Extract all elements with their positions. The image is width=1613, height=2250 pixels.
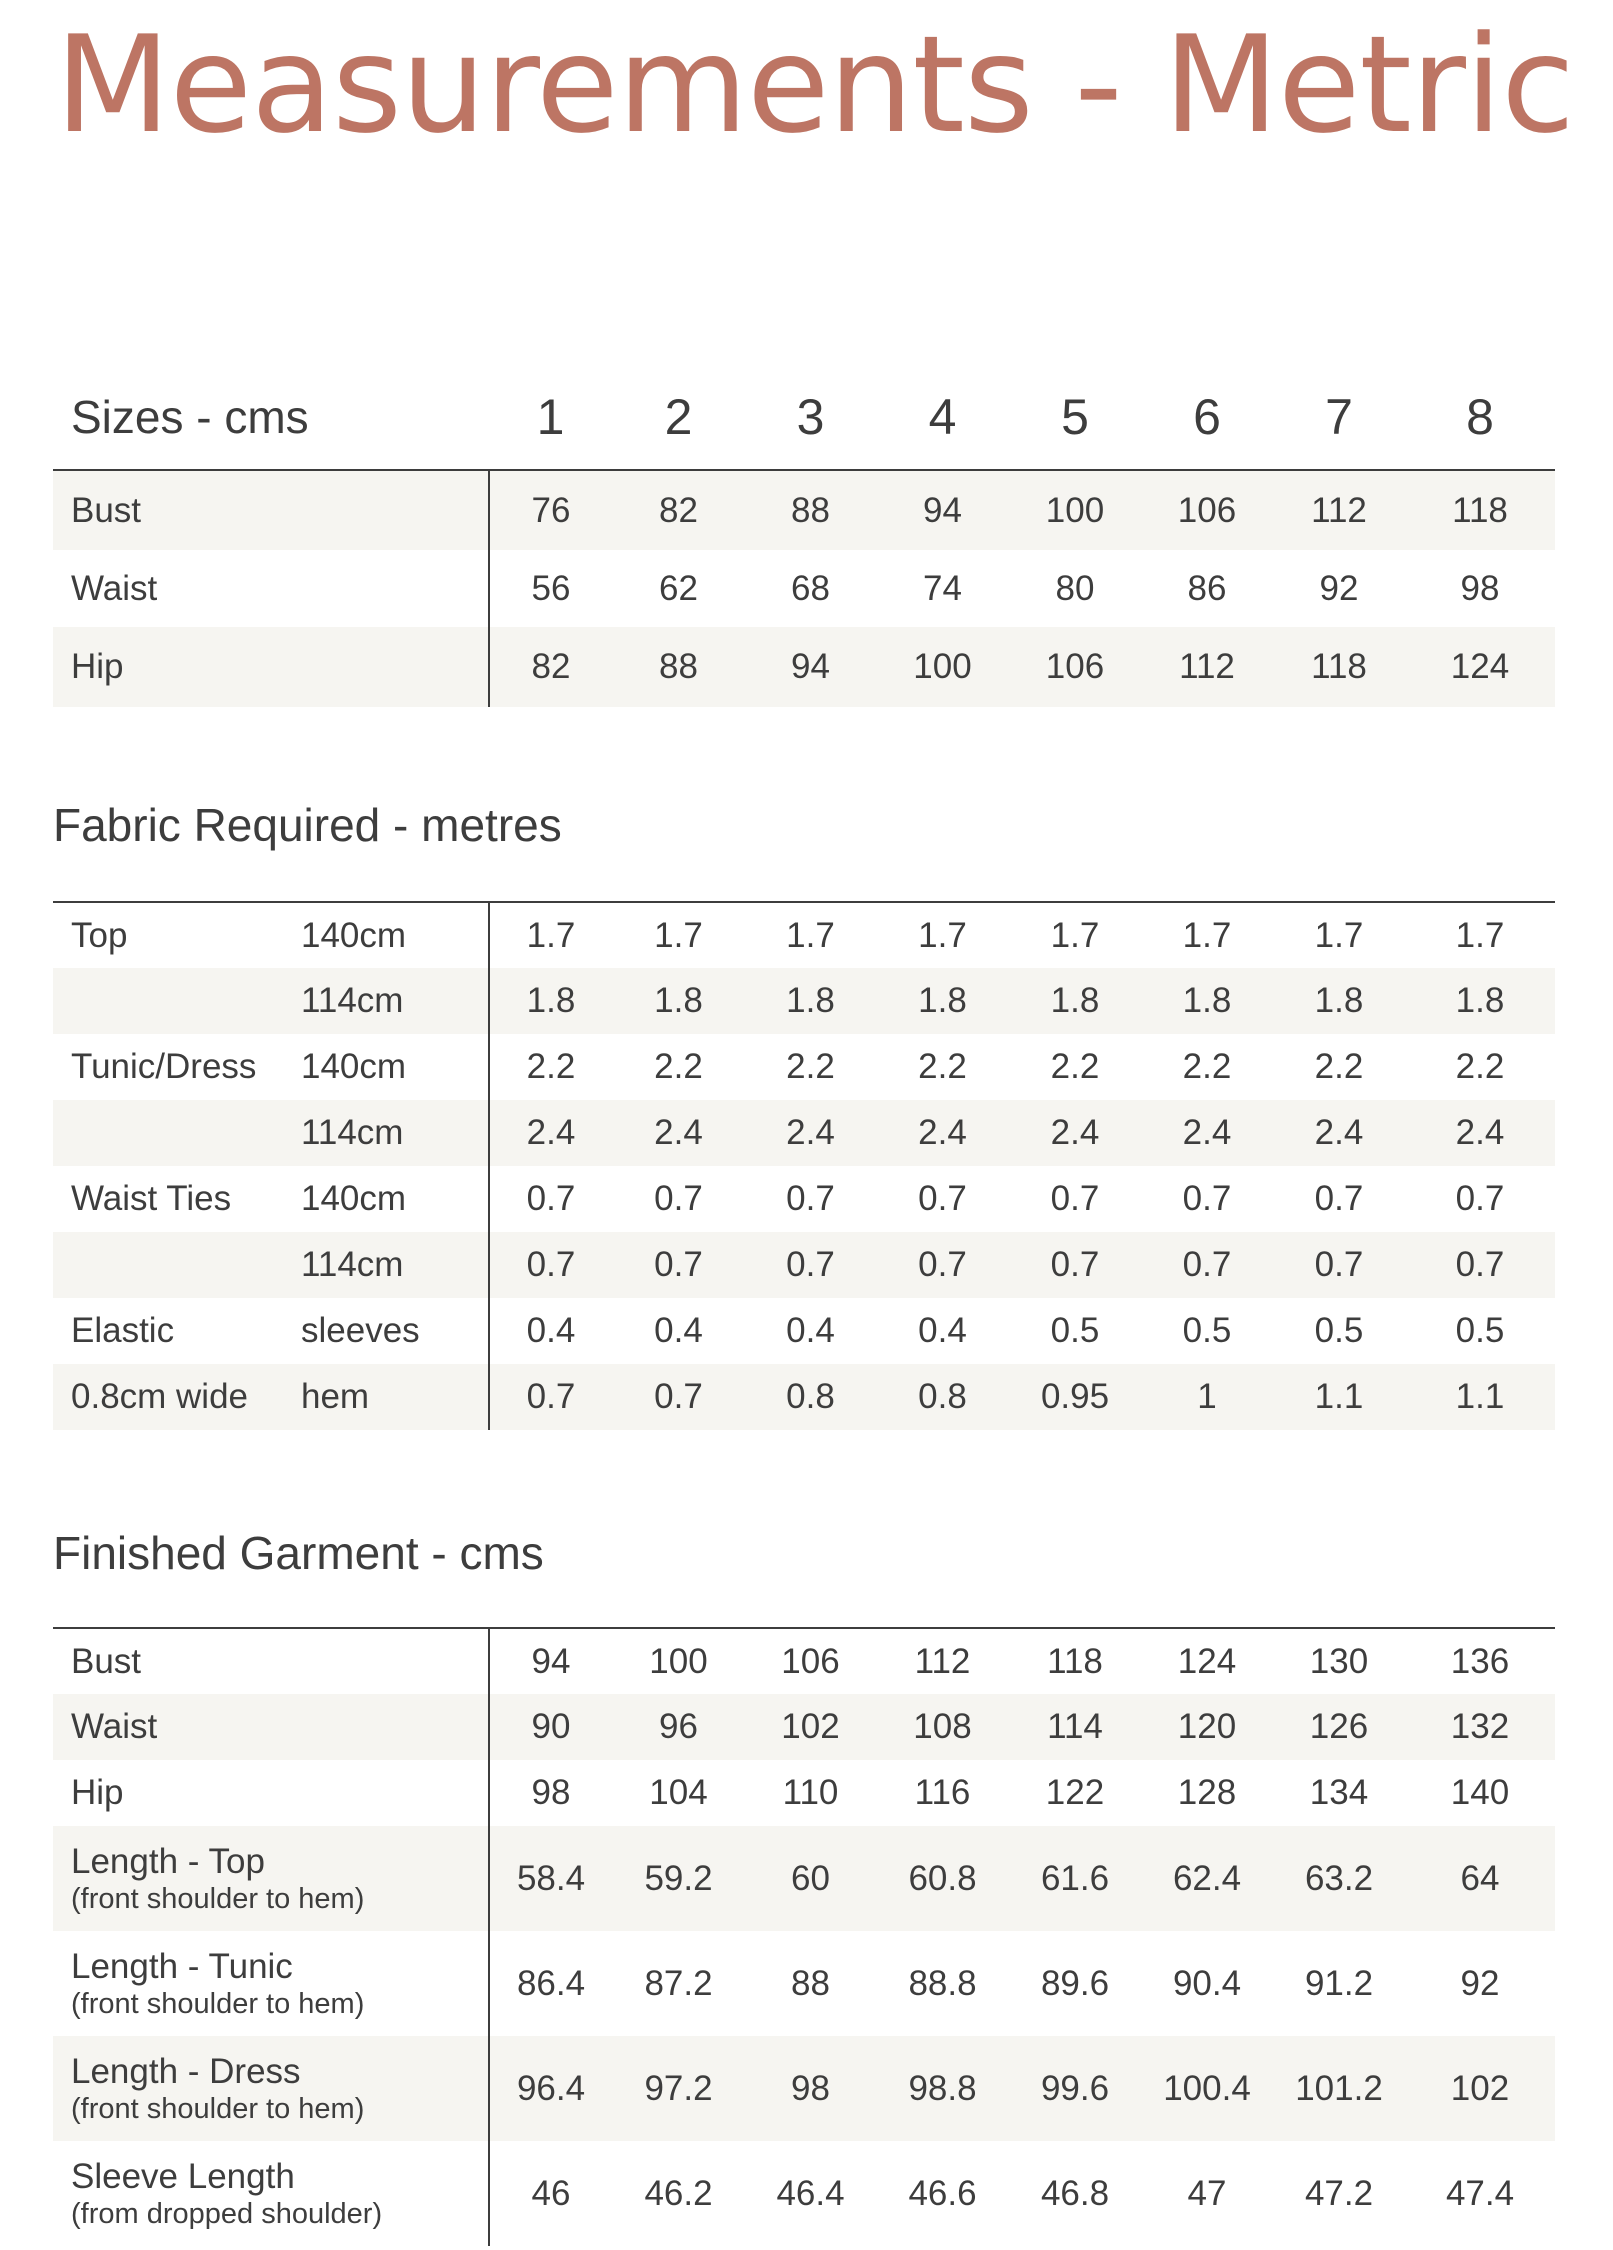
row-label-main: Sleeve Length bbox=[71, 2156, 295, 2196]
cell-value: 89.6 bbox=[1040, 1963, 1110, 2003]
cell-value: 2.4 bbox=[1141, 1100, 1273, 1166]
cell-value: 88 bbox=[612, 627, 745, 707]
row-sublabel: 140cm bbox=[301, 1047, 407, 1086]
cell-value: 0.5 bbox=[1455, 1311, 1505, 1350]
cell-value: 110 bbox=[782, 1773, 839, 1812]
cell-value: 118 bbox=[1273, 627, 1405, 707]
cell-value: 0.4 bbox=[654, 1311, 703, 1350]
cell-value: 112 bbox=[876, 1628, 1009, 1694]
cell-value: 61.6 bbox=[1009, 1826, 1141, 1931]
cell-value: 106 bbox=[1009, 627, 1141, 707]
cell-value: 0.7 bbox=[1009, 1232, 1141, 1298]
cell-value: 102 bbox=[1405, 2036, 1555, 2141]
cell-value: 2.2 bbox=[1455, 1047, 1505, 1086]
row-label-note: (from dropped shoulder) bbox=[71, 2197, 383, 2230]
row-label bbox=[53, 2036, 489, 2141]
cell-value: 87.2 bbox=[644, 1963, 713, 2003]
row-label-main: Length - Top bbox=[71, 1841, 265, 1881]
cell-value: 2.4 bbox=[876, 1100, 1009, 1166]
cell-value: 101.2 bbox=[1273, 2036, 1405, 2141]
row-label: Waist bbox=[71, 568, 158, 608]
cell-value: 100 bbox=[612, 1628, 745, 1694]
size-header-4: 4 bbox=[928, 388, 957, 445]
cell-value: 94 bbox=[489, 1628, 612, 1694]
size-header-5: 5 bbox=[1061, 388, 1089, 445]
table-row bbox=[53, 1298, 1555, 1364]
cell-value: 2.2 bbox=[1314, 1047, 1364, 1086]
cell-value: 47 bbox=[1187, 2173, 1227, 2213]
cell-value: 132 bbox=[1405, 1694, 1555, 1760]
row-sublabel: sleeves bbox=[301, 1311, 420, 1350]
cell-value: 96.4 bbox=[489, 2036, 612, 2141]
cell-value: 96 bbox=[612, 1694, 745, 1760]
cell-value: 1.8 bbox=[876, 968, 1009, 1034]
row-label bbox=[53, 1628, 489, 1694]
cell-value: 0.7 bbox=[1050, 1179, 1100, 1218]
row-sublabel: hem bbox=[301, 1364, 489, 1430]
row-label bbox=[53, 1826, 489, 1931]
cell-value: 100.4 bbox=[1141, 2036, 1273, 2141]
cell-value: 58.4 bbox=[489, 1826, 612, 1931]
row-label bbox=[53, 2141, 489, 2246]
cell-value: 1.7 bbox=[489, 902, 612, 968]
row-label: Waist Ties bbox=[71, 1179, 232, 1218]
size-header-1: 1 bbox=[536, 388, 565, 445]
table-row bbox=[53, 2141, 1555, 2246]
cell-value: 94 bbox=[745, 627, 876, 707]
cell-value: 0.7 bbox=[489, 1364, 612, 1430]
table-row bbox=[53, 902, 1555, 968]
cell-value: 47.2 bbox=[1304, 2173, 1374, 2213]
table-row bbox=[53, 550, 1555, 627]
size-header-2: 2 bbox=[664, 388, 693, 445]
cell-value: 46.6 bbox=[908, 2173, 977, 2213]
row-label-main: Hip bbox=[71, 1773, 124, 1812]
cell-value: 1.8 bbox=[612, 968, 745, 1034]
cell-value: 1.1 bbox=[1405, 1364, 1555, 1430]
table-row bbox=[53, 1628, 1555, 1694]
cell-value: 116 bbox=[914, 1773, 971, 1812]
size-header-3: 3 bbox=[796, 388, 825, 445]
size-header-6: 6 bbox=[1193, 388, 1221, 445]
cell-value: 2.4 bbox=[489, 1100, 612, 1166]
cell-value: 63.2 bbox=[1273, 1826, 1405, 1931]
table-row bbox=[53, 1364, 1555, 1430]
table-row bbox=[53, 1931, 1555, 2036]
cell-value: 46.4 bbox=[776, 2173, 845, 2213]
row-label-note: (front shoulder to hem) bbox=[71, 1987, 365, 2020]
row-label bbox=[53, 1931, 489, 2036]
cell-value: 1 bbox=[1141, 1364, 1273, 1430]
cell-value: 86 bbox=[1187, 568, 1227, 608]
table-row bbox=[53, 1100, 1555, 1166]
table-row bbox=[53, 2036, 1555, 2141]
cell-value: 1.8 bbox=[1405, 968, 1555, 1034]
cell-value: 128 bbox=[1177, 1773, 1237, 1812]
sizes-header-label: Sizes - cms bbox=[71, 390, 309, 443]
cell-value: 86.4 bbox=[489, 1931, 612, 2036]
row-label bbox=[53, 1760, 489, 1826]
table-row bbox=[53, 1760, 1555, 1826]
row-label: Bust bbox=[53, 470, 489, 550]
cell-value: 82 bbox=[489, 627, 612, 707]
cell-value: 0.8 bbox=[876, 1364, 1009, 1430]
cell-value: 1.7 bbox=[1009, 902, 1141, 968]
cell-value: 99.6 bbox=[1009, 2036, 1141, 2141]
cell-value: 106 bbox=[745, 1628, 876, 1694]
cell-value: 56 bbox=[489, 550, 612, 627]
cell-value: 0.5 bbox=[1182, 1311, 1232, 1350]
cell-value: 68 bbox=[791, 568, 830, 608]
cell-value: 47.4 bbox=[1445, 2173, 1515, 2213]
table-row bbox=[53, 627, 1555, 707]
cell-value: 1.7 bbox=[1273, 902, 1405, 968]
cell-value: 92 bbox=[1319, 568, 1359, 608]
cell-value: 82 bbox=[612, 470, 745, 550]
cell-value: 126 bbox=[1273, 1694, 1405, 1760]
cell-value: 0.7 bbox=[918, 1179, 967, 1218]
cell-value: 106 bbox=[1141, 470, 1273, 550]
cell-value: 98.8 bbox=[876, 2036, 1009, 2141]
cell-value: 88.8 bbox=[908, 1963, 977, 2003]
cell-value: 2.4 bbox=[1009, 1100, 1141, 1166]
size-header-8: 8 bbox=[1466, 388, 1494, 445]
measurements-header-row bbox=[53, 364, 1555, 470]
cell-value: 0.4 bbox=[786, 1311, 835, 1350]
row-label bbox=[53, 968, 301, 1034]
cell-value: 130 bbox=[1273, 1628, 1405, 1694]
table-row bbox=[53, 1232, 1555, 1298]
cell-value: 46 bbox=[489, 2141, 612, 2246]
row-sublabel: 114cm bbox=[301, 1100, 489, 1166]
cell-value: 0.7 bbox=[489, 1166, 612, 1232]
fabric-section-title: Fabric Required - metres bbox=[53, 799, 562, 851]
cell-value: 0.7 bbox=[612, 1232, 745, 1298]
cell-value: 0.7 bbox=[489, 1232, 612, 1298]
table-row bbox=[53, 968, 1555, 1034]
cell-value: 134 bbox=[1309, 1773, 1369, 1812]
cell-value: 0.7 bbox=[1141, 1232, 1273, 1298]
cell-value: 104 bbox=[649, 1773, 708, 1812]
measurements-table bbox=[53, 364, 1555, 707]
page-title: Measurements - Metric bbox=[55, 7, 1574, 163]
cell-value: 80 bbox=[1055, 568, 1095, 608]
finished-section-title: Finished Garment - cms bbox=[53, 1527, 544, 1579]
row-label bbox=[53, 1232, 301, 1298]
cell-value: 94 bbox=[876, 470, 1009, 550]
cell-value: 90 bbox=[489, 1694, 612, 1760]
cell-value: 0.7 bbox=[654, 1179, 703, 1218]
cell-value: 98 bbox=[1460, 568, 1500, 608]
fabric-required-table bbox=[53, 901, 1555, 1430]
cell-value: 118 bbox=[1405, 470, 1555, 550]
cell-value: 0.5 bbox=[1050, 1311, 1100, 1350]
cell-value: 2.2 bbox=[918, 1047, 967, 1086]
cell-value: 2.4 bbox=[612, 1100, 745, 1166]
cell-value: 0.7 bbox=[876, 1232, 1009, 1298]
cell-value: 92 bbox=[1460, 1963, 1500, 2003]
cell-value: 1.7 bbox=[1405, 902, 1555, 968]
cell-value: 0.4 bbox=[918, 1311, 967, 1350]
cell-value: 1.1 bbox=[1273, 1364, 1405, 1430]
row-label bbox=[53, 1694, 489, 1760]
row-label-main: Length - Dress bbox=[71, 2051, 301, 2091]
row-label-main: Bust bbox=[71, 1641, 142, 1681]
row-label bbox=[53, 1100, 301, 1166]
cell-value: 2.4 bbox=[745, 1100, 876, 1166]
cell-value: 108 bbox=[876, 1694, 1009, 1760]
size-header-7: 7 bbox=[1325, 388, 1353, 445]
cell-value: 114 bbox=[1009, 1694, 1141, 1760]
cell-value: 0.95 bbox=[1009, 1364, 1141, 1430]
cell-value: 120 bbox=[1141, 1694, 1273, 1760]
table-row bbox=[53, 470, 1555, 550]
cell-value: 1.7 bbox=[1141, 902, 1273, 968]
cell-value: 1.7 bbox=[612, 902, 745, 968]
cell-value: 2.2 bbox=[786, 1047, 835, 1086]
row-label: Tunic/Dress bbox=[71, 1047, 257, 1086]
cell-value: 2.4 bbox=[1405, 1100, 1555, 1166]
row-label-note: (front shoulder to hem) bbox=[71, 2092, 365, 2125]
row-sublabel: 140cm bbox=[301, 1179, 407, 1218]
cell-value: 0.4 bbox=[489, 1298, 612, 1364]
cell-value: 0.7 bbox=[1455, 1179, 1505, 1218]
cell-value: 124 bbox=[1405, 627, 1555, 707]
cell-value: 0.7 bbox=[1314, 1179, 1364, 1218]
cell-value: 0.7 bbox=[745, 1232, 876, 1298]
cell-value: 46.8 bbox=[1040, 2173, 1110, 2213]
row-label: 0.8cm wide bbox=[53, 1364, 301, 1430]
cell-value: 2.4 bbox=[1273, 1100, 1405, 1166]
cell-value: 76 bbox=[489, 470, 612, 550]
cell-value: 1.8 bbox=[1141, 968, 1273, 1034]
cell-value: 1.7 bbox=[876, 902, 1009, 968]
cell-value: 60 bbox=[745, 1826, 876, 1931]
cell-value: 62.4 bbox=[1141, 1826, 1273, 1931]
cell-value: 91.2 bbox=[1304, 1963, 1374, 2003]
cell-value: 2.2 bbox=[654, 1047, 703, 1086]
cell-value: 0.5 bbox=[1314, 1311, 1364, 1350]
cell-value: 1.8 bbox=[1273, 968, 1405, 1034]
cell-value: 122 bbox=[1045, 1773, 1105, 1812]
cell-value: 59.2 bbox=[612, 1826, 745, 1931]
cell-value: 2.2 bbox=[489, 1034, 612, 1100]
cell-value: 74 bbox=[923, 568, 962, 608]
row-sublabel: 114cm bbox=[301, 1232, 489, 1298]
cell-value: 1.8 bbox=[745, 968, 876, 1034]
cell-value: 140 bbox=[1450, 1773, 1510, 1812]
cell-value: 136 bbox=[1405, 1628, 1555, 1694]
row-label: Elastic bbox=[71, 1311, 175, 1350]
table-row bbox=[53, 1694, 1555, 1760]
row-label-note: (front shoulder to hem) bbox=[71, 1882, 365, 1915]
cell-value: 1.8 bbox=[489, 968, 612, 1034]
cell-value: 2.2 bbox=[1182, 1047, 1232, 1086]
cell-value: 46.2 bbox=[644, 2173, 713, 2213]
cell-value: 0.7 bbox=[1273, 1232, 1405, 1298]
table-row bbox=[53, 1826, 1555, 1931]
cell-value: 118 bbox=[1009, 1628, 1141, 1694]
cell-value: 60.8 bbox=[876, 1826, 1009, 1931]
cell-value: 112 bbox=[1273, 470, 1405, 550]
cell-value: 88 bbox=[791, 1963, 830, 2003]
cell-value: 112 bbox=[1141, 627, 1273, 707]
row-label: Hip bbox=[53, 627, 489, 707]
cell-value: 102 bbox=[745, 1694, 876, 1760]
row-label-main: Length - Tunic bbox=[71, 1946, 293, 1986]
cell-value: 90.4 bbox=[1172, 1963, 1242, 2003]
table-row bbox=[53, 1166, 1555, 1232]
cell-value: 0.7 bbox=[1182, 1179, 1232, 1218]
row-label: Top bbox=[53, 902, 301, 968]
finished-garment-table bbox=[53, 1627, 1555, 2246]
row-sublabel: 114cm bbox=[301, 968, 489, 1034]
cell-value: 1.8 bbox=[1009, 968, 1141, 1034]
cell-value: 100 bbox=[876, 627, 1009, 707]
row-label-main: Waist bbox=[71, 1707, 158, 1746]
cell-value: 88 bbox=[745, 470, 876, 550]
cell-value: 97.2 bbox=[612, 2036, 745, 2141]
cell-value: 124 bbox=[1141, 1628, 1273, 1694]
cell-value: 2.2 bbox=[1050, 1047, 1100, 1086]
cell-value: 98 bbox=[489, 1760, 612, 1826]
cell-value: 1.7 bbox=[745, 902, 876, 968]
table-row bbox=[53, 1034, 1555, 1100]
cell-value: 100 bbox=[1009, 470, 1141, 550]
row-sublabel: 140cm bbox=[301, 902, 489, 968]
cell-value: 62 bbox=[659, 568, 698, 608]
cell-value: 0.7 bbox=[1405, 1232, 1555, 1298]
cell-value: 98 bbox=[745, 2036, 876, 2141]
cell-value: 0.8 bbox=[745, 1364, 876, 1430]
cell-value: 0.7 bbox=[786, 1179, 835, 1218]
cell-value: 64 bbox=[1405, 1826, 1555, 1931]
cell-value: 0.7 bbox=[612, 1364, 745, 1430]
